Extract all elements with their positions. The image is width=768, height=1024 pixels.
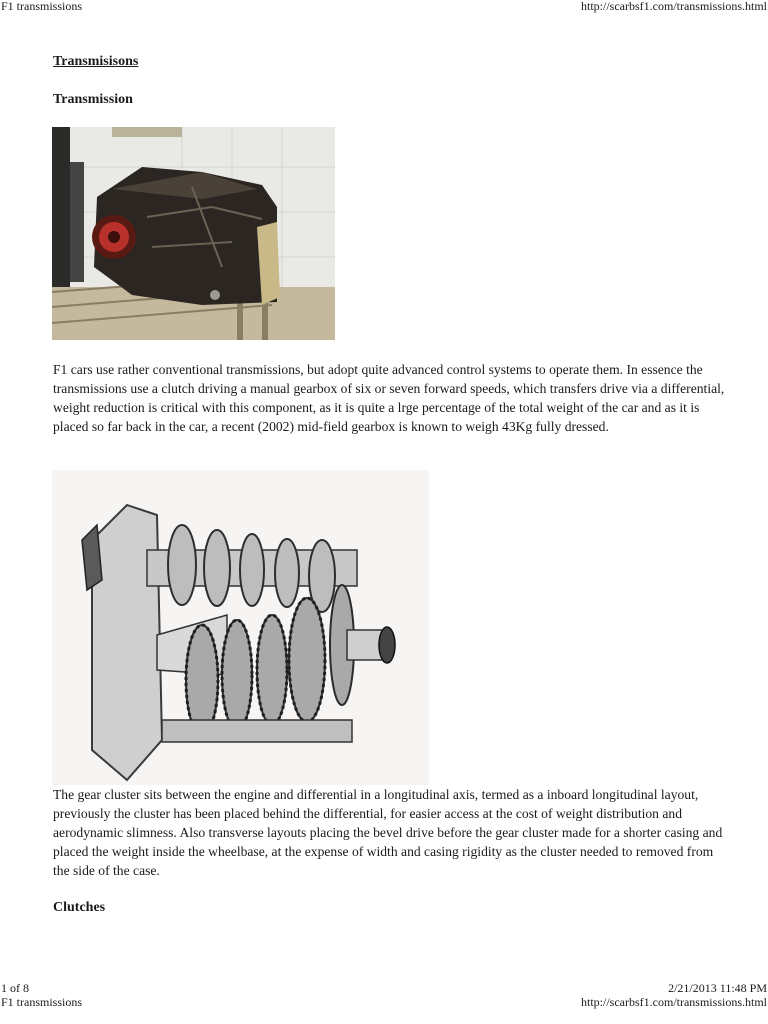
gear-cluster-illustration [52, 470, 429, 785]
print-footer-url: http://scarbsf1.com/transmissions.html [581, 995, 767, 1009]
intro-paragraph: F1 cars use rather conventional transmissions, but adopt quite advanced control systems to operate them. In essence the transmissions use a clutch driving a manual gearbox of six or seven forward speeds, which transfers drive via a differential, weight reduction is critical with this component, as it is quite a lrge percentage of the total weight of the car and as it is placed so far back in the car, a recent (2002) mid-field gearbox is known to weigh 43Kg fully dressed. [53, 362, 725, 434]
print-header-title: F1 transmissions [1, 0, 83, 13]
print-timestamp: 2/21/2013 11:48 PM [668, 981, 767, 995]
section-heading-clutches: Clutches [53, 900, 106, 915]
print-footer-title: F1 transmissions [1, 995, 83, 1009]
section-heading-transmission: Transmission [53, 92, 133, 107]
page-title: Transmisisons [53, 54, 139, 69]
print-header-url: http://scarbsf1.com/transmissions.html [581, 0, 767, 13]
gear-cluster-paragraph: The gear cluster sits between the engine and differential in a longitudinal axis, termed as a inboard longitudinal layout, previously the cluster has been placed behind the differential, for easier access at the cost of weight distribution and aerodynamic slimness. Also transverse layouts placing the bevel drive before the gear cluster made for a shorter casing and placed the weight inside the wheelbase, at the expense of width and casing rigidity as the cluster needed to removed from the side of the case. [53, 787, 723, 878]
page-indicator: 1 of 8 [1, 981, 29, 995]
gearbox-photo [52, 127, 335, 340]
